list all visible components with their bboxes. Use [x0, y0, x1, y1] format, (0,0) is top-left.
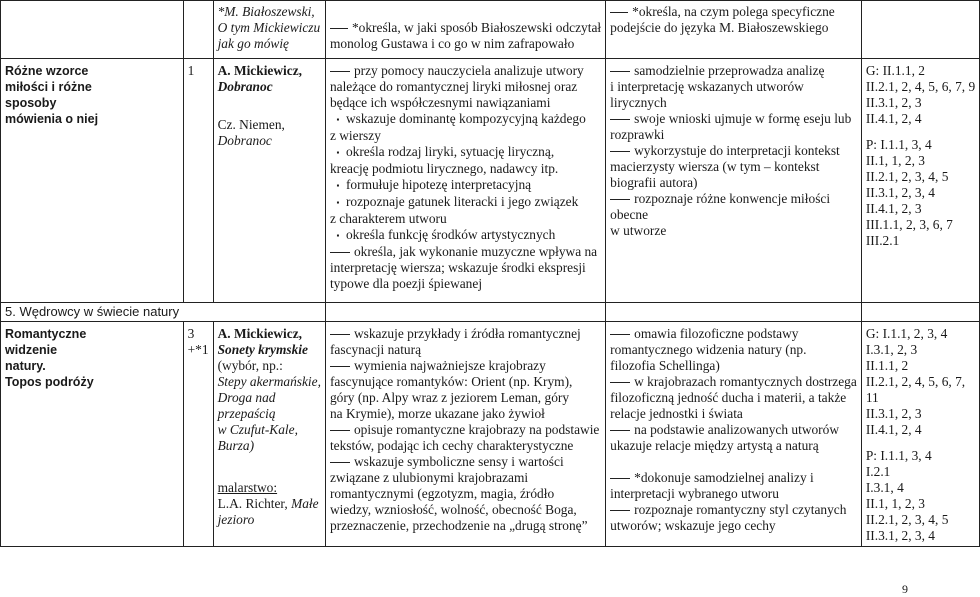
extended-requirements-cell: [606, 59, 862, 303]
text-line: wiedzy, wzniosłość, wolność, obecność Boga,: [329, 502, 577, 517]
text-line: ▪ formułuje hipotezę interpretacyjną: [336, 176, 532, 192]
hours-cell: [183, 1, 213, 59]
text-line: filozofia Schellinga): [610, 358, 720, 373]
text-line: ▪ wskazuje dominantę kompozycyjną każdego: [336, 111, 586, 126]
text-line: L.A. Richter, Małe: [217, 496, 319, 511]
title-line: przepaścią: [217, 406, 276, 421]
section-heading-row: [1, 303, 980, 322]
basic-requirements-cell: [325, 59, 605, 303]
text-line: z wierszy: [329, 127, 381, 143]
text-line: jak go mówię: [217, 36, 289, 51]
text-line: rozpoznaje różne konwencje miłości: [610, 191, 857, 207]
text-line: omawia filozoficzne podstawy: [610, 326, 857, 342]
text-line: z charakterem utworu: [329, 210, 447, 226]
text-line: macierzysty wiersza (w tym – kontekst: [610, 159, 820, 174]
art-label: malarstwo:: [217, 480, 278, 495]
topic-line: widzenie: [5, 343, 58, 357]
title-line: Burza): [217, 438, 255, 453]
text-line: utworów; wskazuje jego cechy: [610, 518, 776, 533]
text-line: ▪ rozpoznaje gatunek literacki i jego związek: [336, 193, 579, 209]
text-line: na Krymie), morze ukazane jako żywioł: [329, 406, 545, 421]
author-line: Cz. Niemen,: [217, 117, 285, 132]
ref-line: II.4.1, 2, 4: [865, 422, 922, 437]
ref-line: II.2.1, 2, 3, 4, 5: [865, 169, 949, 184]
text-line: obecne: [610, 207, 649, 222]
text-line: filozoficzną jedność ducha i materii, a także: [610, 390, 847, 405]
topic-cell: [1, 59, 184, 303]
text-line: samodzielnie przeprowadza analizę: [610, 63, 857, 79]
basic-requirements-cell: [325, 1, 605, 59]
text-line: *dokonuje samodzielnej analizy i: [610, 470, 857, 486]
extended-requirements-cell: [606, 1, 862, 59]
text-line: opisuje romantyczne krajobrazy na podstawie: [330, 422, 601, 438]
text-line: ▪ określa funkcję środków artystycznych: [336, 226, 556, 242]
ref-line: I.2.1: [865, 464, 891, 479]
requirements-ref-cell: [861, 1, 979, 59]
title-line: Droga nad: [217, 390, 276, 405]
text-line: biografii autora): [610, 175, 698, 190]
text-line: wykorzystuje do interpretacji kontekst: [610, 143, 857, 159]
ref-line: II.1, 1, 2, 3: [865, 153, 925, 168]
ref-line: G: I.1.1, 2, 3, 4: [865, 326, 948, 341]
title-line: Sonety krymskie: [217, 342, 308, 357]
text-line: wskazuje symboliczne sensy i wartości: [330, 454, 601, 470]
ref-line: I.3.1, 4: [865, 480, 904, 495]
ref-line: II.1.1, 2: [865, 358, 909, 373]
texts-cell: [213, 59, 325, 303]
text-line: przy pomocy nauczyciela analizuje utwory: [330, 63, 601, 79]
topic-line: mówienia o niej: [5, 112, 99, 126]
topic-line: Różne wzorce: [5, 64, 89, 78]
text-line: rozprawki: [610, 127, 665, 142]
texts-cell: [213, 322, 325, 547]
topic-line: miłości i różne: [5, 80, 92, 94]
extended-requirements-cell: [606, 322, 862, 547]
hours-line: +*1: [187, 342, 209, 357]
text-line: i interpretację wskazanych utworów: [610, 79, 804, 94]
text-line: należące do romantycznej liryki miłosnej oraz: [329, 79, 578, 94]
text-line: *określa, w jaki sposób Białoszewski odczytał: [330, 20, 601, 36]
text-line: fascynacji naturą: [329, 342, 422, 357]
text-line: romantycznymi (egzotyzm, magia, źródło: [329, 486, 555, 501]
text-line: monolog Gustawa i co go w nim zafrapowało: [329, 36, 575, 51]
section-heading: 5. Wędrowcy w świecie natury: [1, 303, 184, 322]
ref-line: II.2.1, 2, 4, 5, 6, 7, 9: [865, 79, 976, 94]
text-line: przeznaczenie, przechodzenie na „drugą stronę”: [329, 518, 588, 533]
hours-cell: 1: [183, 59, 213, 303]
ref-line: P: I.1.1, 3, 4: [865, 137, 932, 152]
ref-line: II.3.1, 2, 3: [865, 406, 922, 421]
text-line: ▪ określa rodzaj liryki, sytuację liryczną,: [336, 143, 555, 159]
title-line: w Czufut-Kale,: [217, 422, 298, 437]
text-line: rozpoznaje romantyczny styl czytanych: [610, 502, 857, 518]
text-line: (wybór, np.:: [217, 358, 283, 373]
topic-line: natury.: [5, 359, 46, 373]
ref-line: II.1, 1, 2, 3: [865, 496, 925, 511]
texts-cell: [213, 1, 325, 59]
topic-cell: [1, 1, 184, 59]
ref-line: II.4.1, 2, 4: [865, 111, 922, 126]
text-line: góry (np. Alpy wraz z jeziorem Leman, góry: [329, 390, 570, 405]
ref-line: I.3.1, 2, 3: [865, 342, 918, 357]
topic-cell: [1, 322, 184, 547]
text-line: interpretację wiersza; wskazuje środki ekspresji: [329, 259, 586, 275]
text-line: fascynujące romantyków: Orient (np. Krym),: [329, 374, 573, 389]
title-line: Stepy akermańskie,: [217, 374, 321, 389]
table-row: [1, 322, 980, 547]
ref-line: G: II.1.1, 2: [865, 63, 925, 78]
text-line: relacje jednostki i świata: [610, 406, 743, 421]
requirements-ref-cell: [861, 322, 979, 547]
hours-cell: [183, 322, 213, 547]
author-line: A. Mickiewicz,: [217, 63, 302, 78]
text-line: typowe dla poezji śpiewanej: [329, 275, 483, 291]
text-line: *określa, na czym polega specyficzne: [610, 4, 857, 20]
topic-line: Topos podróży: [5, 375, 94, 389]
table-row: [1, 59, 980, 303]
page-number: 9: [902, 582, 908, 596]
ref-line: II.4.1, 2, 3: [865, 201, 922, 216]
title-line: jezioro: [217, 512, 255, 527]
text-line: lirycznych: [610, 95, 667, 110]
ref-line: P: I.1.1, 3, 4: [865, 448, 932, 463]
text-line: tekstów, podając ich cechy charakterystyczne: [329, 438, 574, 453]
text-line: w krajobrazach romantycznych dostrzega: [610, 374, 857, 390]
ref-line: 11: [865, 390, 879, 405]
ref-line: III.1.1, 2, 3, 6, 7: [865, 217, 953, 232]
ref-line: II.3.1, 2, 3: [865, 95, 922, 110]
text-line: swoje wnioski ujmuje w formę eseju lub: [610, 111, 857, 127]
title-line: Dobranoc: [217, 133, 272, 148]
text-line: podejście do języka M. Białoszewskiego: [610, 20, 829, 35]
text-line: na podstawie analizowanych utworów: [610, 422, 857, 438]
text-line: *M. Białoszewski,: [217, 4, 315, 19]
text-line: będące ich współczesnymi nawiązaniami: [329, 95, 551, 110]
text-line: interpretacji wybranego utworu: [610, 486, 779, 501]
text-line: kreację podmiotu lirycznego, nadawcy itp.: [329, 160, 559, 176]
text-line: w utworze: [610, 223, 667, 238]
requirements-ref-cell: [861, 59, 979, 303]
author-line: A. Mickiewicz,: [217, 326, 302, 341]
ref-line: II.2.1, 2, 3, 4, 5: [865, 512, 949, 527]
ref-line: II.3.1, 2, 3, 4: [865, 185, 936, 200]
table-row: [1, 1, 980, 59]
ref-line: II.3.1, 2, 3, 4: [865, 528, 936, 543]
ref-line: III.2.1: [865, 233, 900, 248]
title-line: Dobranoc: [217, 79, 273, 94]
text-line: wymienia najważniejsze krajobrazy: [330, 358, 601, 374]
text-line: ukazuje relacje między artystą a naturą: [610, 438, 819, 453]
text-line: O tym Mickiewiczu: [217, 20, 321, 35]
text-line: wskazuje przykłady i źródła romantycznej: [330, 326, 601, 342]
text-line: romantycznego widzenia natury (np.: [610, 342, 807, 357]
text-line: związane z ulubionymi krajobrazami: [329, 470, 529, 485]
hours-line: 3: [187, 326, 195, 341]
ref-line: II.2.1, 2, 4, 5, 6, 7,: [865, 374, 966, 389]
basic-requirements-cell: [325, 322, 605, 547]
text-line: określa, jak wykonanie muzyczne wpływa na: [330, 244, 601, 260]
topic-line: sposoby: [5, 96, 57, 110]
topic-line: Romantyczne: [5, 327, 87, 341]
